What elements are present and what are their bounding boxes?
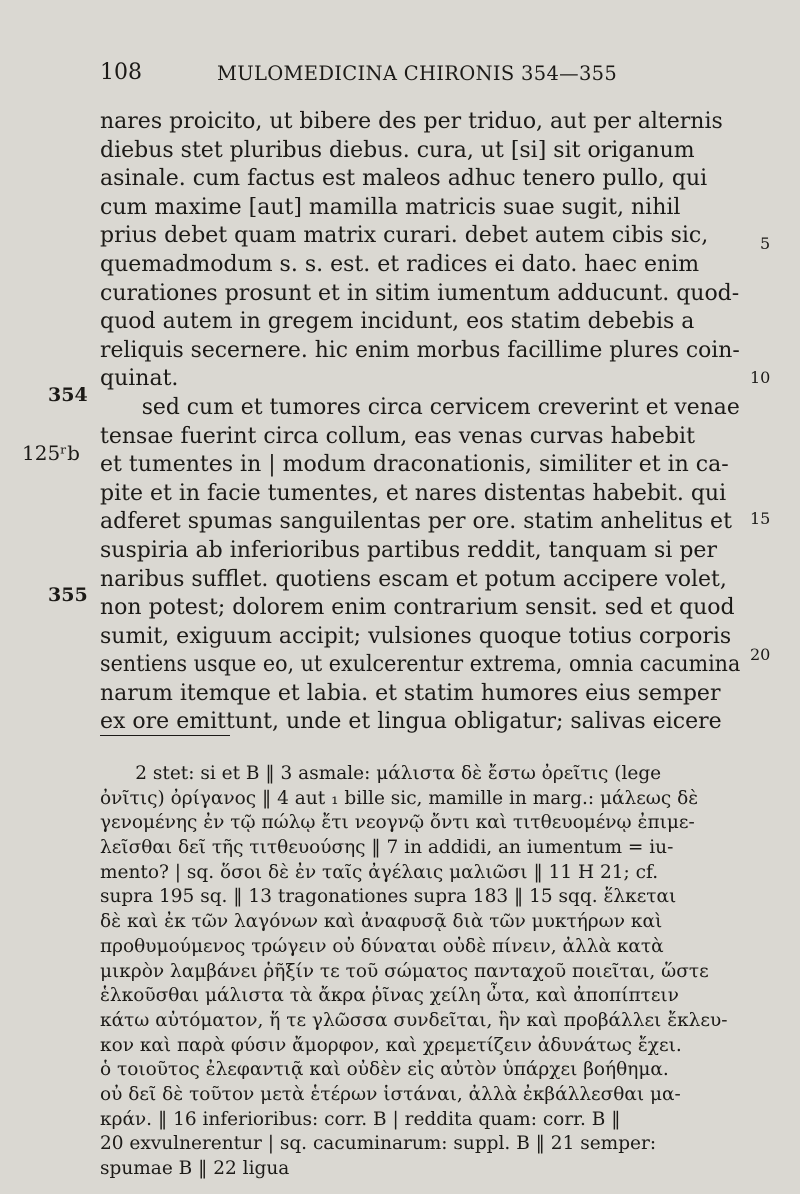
text-line: naribus sufflet. quotiens escam et potum accipere volet,	[100, 566, 727, 592]
note-line: spumae B ‖ 22 ligua	[100, 1158, 290, 1179]
text-line: pite et in facie tumentes, et nares distentas habebit. qui	[100, 480, 727, 506]
note-line: γενομένης ἐν τῷ πώλῳ ἔτι νεογνῷ ὄντι καὶ τιτθευομένῳ ἐπιμε-	[100, 812, 695, 834]
line-number: 10	[750, 368, 771, 387]
note-line: ὁ τοιοῦτος ἐλεφαντιᾷ καὶ οὐδὲν εἰς αὐτὸν ὑπάρχει βοήθημα.	[100, 1059, 669, 1081]
text-line: quemadmodum s. s. est. et radices ei dato. haec enim	[100, 251, 700, 277]
critical-apparatus	[100, 762, 750, 1182]
text-line: nares proicito, ut bibere des per triduo, aut per alternis	[100, 109, 723, 134]
text-line: asinale. cum factus est maleos adhuc tenero pullo, qui	[100, 166, 708, 192]
text-line: cum maxime [aut] mamilla matricis suae sugit, nihil	[100, 194, 681, 220]
note-line: μικρὸν λαμβάνει ῥῆξίν τε τοῦ σώματος πανταχοῦ ποιεῖται, ὥστε	[100, 960, 709, 982]
main-text	[100, 108, 740, 737]
page-header	[100, 60, 740, 96]
page-number: 108	[100, 60, 142, 85]
text-line: quinat.	[100, 366, 179, 392]
text-line: quod autem in gregem incidunt, eos statim debebis a	[100, 309, 695, 335]
text-line: sumit, exiguum accipit; vulsiones quoque totius corporis	[100, 623, 732, 649]
note-line: κράν. ‖ 16 inferioribus: corr. B | reddita quam: corr. B ‖	[100, 1108, 621, 1130]
note-line: 2 stet: si et B ‖ 3 asmale: μάλιστα δὲ ἔστω ὀρεῖτις (lege	[100, 763, 662, 784]
text-line: suspiria ab inferioribus partibus reddit, tanquam si per	[100, 537, 717, 563]
note-line: 20 exvulnerentur | sq. cacuminarum: suppl. B ‖ 21 semper:	[100, 1133, 657, 1155]
section-marker: 354	[48, 384, 88, 406]
text-line: prius debet quam matrix curari. debet autem cibis sic,	[100, 223, 709, 249]
note-line: προθυμούμενος τρώγειν οὐ δύναται οὐδὲ πίνειν, ἀλλὰ κατὰ	[100, 935, 664, 957]
line-number: 20	[750, 645, 771, 664]
line-number: 5	[760, 234, 771, 253]
note-line: κάτω αὐτόματον, ἥ τε γλῶσσα συνδεῖται, ἣν καὶ προβάλλει ἔκλευ-	[100, 1009, 728, 1031]
text-line: sentiens usque eo, ut exulcerentur extrema, omnia cacumina	[100, 652, 741, 678]
text-line: et tumentes in | modum draconationis, similiter et in ca-	[100, 452, 729, 478]
text-line: tensae fuerint circa collum, eas venas curvas habebit	[100, 423, 695, 449]
text-line: adferet spumas sanguilentas per ore. statim anhelitus et	[100, 509, 732, 535]
footnote-separator	[100, 735, 230, 736]
note-line: λεῖσθαι δεῖ τῆς τιτθευούσης ‖ 7 in addidi, an iumentum = iu-	[100, 837, 674, 859]
note-line: ἑλκοῦσθαι μάλιστα τὰ ἄκρα ῥῖνας χείλη ὦτα, καὶ ἀποπίπτειν	[100, 985, 679, 1007]
text-line: sed cum et tumores circa cervicem creverint et venae	[100, 394, 740, 420]
text-line: curationes prosunt et in sitim iumentum adducunt. quod-	[100, 280, 740, 306]
section-marker: 355	[48, 584, 88, 606]
text-line: reliquis secernere. hic enim morbus facillime plures coin-	[100, 337, 740, 363]
note-line: mento? | sq. ὅσοι δὲ ἐν ταῖς ἀγέλαις μαλιῶσι ‖ 11 H 21; cf.	[100, 861, 659, 883]
running-title: MULOMEDICINA CHIRONIS 354—355	[217, 62, 618, 85]
note-line: δὲ καὶ ἐκ τῶν λαγόνων καὶ ἀναφυσᾷ διὰ τῶν μυκτήρων καὶ	[100, 911, 663, 933]
folio-marker: 125ʳb	[22, 441, 80, 465]
text-line: diebus stet pluribus diebus. cura, ut [si] sit origanum	[100, 137, 695, 163]
note-line: οὐ δεῖ δὲ τοῦτον μετὰ ἑτέρων ἱστάναι, ἀλλὰ ἐκβάλλεσθαι μα-	[100, 1083, 681, 1105]
text-line: ex ore emittunt, unde et lingua obligatur; salivas eicere	[100, 709, 722, 735]
note-line: supra 195 sq. ‖ 13 tragonationes supra 183 ‖ 15 sqq. ἕλκεται	[100, 886, 677, 908]
line-number: 15	[750, 509, 771, 528]
text-line: non potest; dolorem enim contrarium sensit. sed et quod	[100, 595, 735, 621]
text-line: narum itemque et labia. et statim humores eius semper	[100, 680, 721, 706]
note-line: κον καὶ παρὰ φύσιν ἄμορφον, καὶ χρεμετίζειν ἀδυνάτως ἔχει.	[100, 1034, 682, 1056]
note-line: ὀνῖτις) ὀρίγανος ‖ 4 aut ₁ bille sic, mamille in marg.: μάλεως δὲ	[100, 787, 699, 809]
